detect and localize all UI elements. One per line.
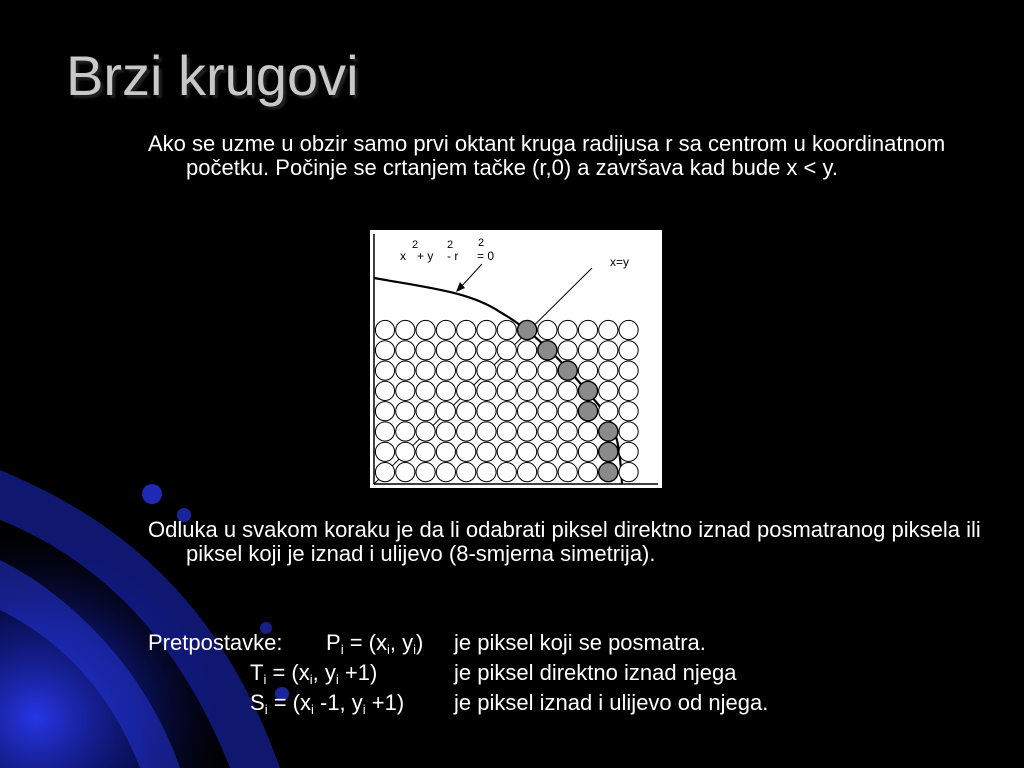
assumption-desc-t: je piksel direktno iznad njega [454,660,737,685]
pixel-circle [558,381,577,400]
pixel-circle [497,381,516,400]
pixel-circle [518,402,537,421]
pixel-circle-selected [599,422,618,441]
pixel-circle [375,463,394,482]
slide-title: Brzi krugovi [66,44,359,107]
line-label: x=y [610,255,630,269]
pixel-circle [599,361,618,380]
assumption-formula-s: $S_i = (x_i$ -1, $y_i +1$) [250,690,405,717]
pixel-circle [497,320,516,339]
pixel-circle [497,402,516,421]
pixel-circle-selected [558,361,577,380]
pixel-circle [538,361,557,380]
pixel-circle [477,402,496,421]
assumption-formula-t: $T_i = (x_i$, $y_i +1$) [250,660,378,687]
pixel-circle [599,341,618,360]
pixel-circle [457,463,476,482]
assumption-row-s [148,688,968,718]
pixel-circle-selected [599,463,618,482]
pixel-circle [599,381,618,400]
pixel-circle [396,402,415,421]
pixel-circle [436,341,455,360]
pixel-circle [497,442,516,461]
pixel-circle [457,361,476,380]
pixel-circle [538,402,557,421]
pixel-circle [396,463,415,482]
pixel-circle [436,422,455,441]
pixel-circle [457,402,476,421]
pixel-circle [558,463,577,482]
equation-x: x [400,249,406,263]
pixel-circle [396,320,415,339]
pixel-circle [518,442,537,461]
pixel-circle [375,341,394,360]
pixel-circle [558,442,577,461]
pixel-circle [477,442,496,461]
pixel-circle [375,320,394,339]
pixel-circle [619,463,638,482]
pixel-circle [558,320,577,339]
pixel-circle [396,361,415,380]
pixel-circle [396,422,415,441]
pixel-circle [497,341,516,360]
assumptions-label: Pretpostavke: [148,630,283,655]
pixel-circle [477,381,496,400]
pixel-circle [619,381,638,400]
pixel-circle [396,341,415,360]
pixel-circle-selected [518,320,537,339]
equation-pointer [460,264,482,288]
pixel-circle [619,341,638,360]
assumption-formula-p: $P_i = (x_i$, $y_i$) [326,630,424,657]
pixel-circle [375,442,394,461]
pixel-circle [619,402,638,421]
pixel-circle [619,442,638,461]
pixel-circle [619,422,638,441]
pixel-circle [558,341,577,360]
pixel-circle [578,361,597,380]
pixel-circle [538,463,557,482]
pixel-circle [457,422,476,441]
pixel-circle [599,402,618,421]
pixel-circle [436,381,455,400]
pixel-circle [538,381,557,400]
pixel-circle [518,361,537,380]
pixel-circle [416,361,435,380]
pixel-circle [518,341,537,360]
pixel-circle [457,341,476,360]
pixel-circle [375,402,394,421]
assumption-desc-s: je piksel iznad i ulijevo od njega. [454,690,769,715]
pixel-circle [457,381,476,400]
pixel-circle [497,422,516,441]
pixel-circle [538,320,557,339]
pixel-circle [477,341,496,360]
pixel-circle [436,442,455,461]
assumptions-block [148,628,968,718]
assumption-row-t [148,658,968,688]
pixel-circle [578,463,597,482]
pixel-circle [416,381,435,400]
pixel-circle [518,422,537,441]
decision-paragraph: Odluka u svakom koraku je da li odabrati piksel direktno iznad posmatranog piksela ili piksel koji je iznad i ulijevo (8-smjerna simetrija). [148,517,981,566]
equation-exp-1: 2 [412,239,419,251]
equation-exp-3: 2 [478,237,485,249]
pixel-circle [558,402,577,421]
pixel-circle-selected [538,341,557,360]
pixel-circle [477,320,496,339]
pixel-circle [375,422,394,441]
equation-r: - r [447,249,459,263]
pixel-circle [416,442,435,461]
pixel-circle [599,320,618,339]
pixel-circle [457,442,476,461]
pixel-circle [578,320,597,339]
pixel-circle [538,442,557,461]
pixel-circle [436,361,455,380]
pixel-circle [619,320,638,339]
pixel-circle [457,320,476,339]
equation-zero: = 0 [477,249,495,263]
pixel-circle-selected [599,442,618,461]
pixel-circle [619,361,638,380]
pixel-circle [497,463,516,482]
pixel-circle [416,320,435,339]
assumption-desc-p: je piksel koji se posmatra. [454,630,706,655]
pixel-circle [396,442,415,461]
pixel-circle [375,361,394,380]
pixel-circle [436,463,455,482]
pixel-circle [578,341,597,360]
pixel-circle [436,402,455,421]
pixel-circle [578,442,597,461]
pixel-grid [375,320,638,481]
pixel-circle [416,422,435,441]
pixel-circle-selected [578,381,597,400]
pixel-circle [477,361,496,380]
assumption-row-p [148,628,968,658]
pixel-circle [396,381,415,400]
equation-exp-2: 2 [447,239,454,251]
pixel-circle [558,422,577,441]
circle-pixel-figure [370,230,662,488]
pixel-circle [416,341,435,360]
pixel-circle [497,361,516,380]
pixel-circle [416,402,435,421]
pixel-circle [477,422,496,441]
pixel-circle [518,463,537,482]
pixel-circle-selected [578,402,597,421]
pixel-circle [436,320,455,339]
pixel-circle [578,422,597,441]
equation-y: + y [417,249,434,263]
pixel-circle [477,463,496,482]
pixel-circle [518,381,537,400]
intro-paragraph: Ako se uzme u obzir samo prvi oktant kruga radijusa r sa centrom u koordinatnom početku. Počinje se crtanjem tačke (r,0) a završava kad bude x < y. [148,131,946,180]
pixel-circle [416,463,435,482]
pixel-circle [538,422,557,441]
pixel-circle [375,381,394,400]
